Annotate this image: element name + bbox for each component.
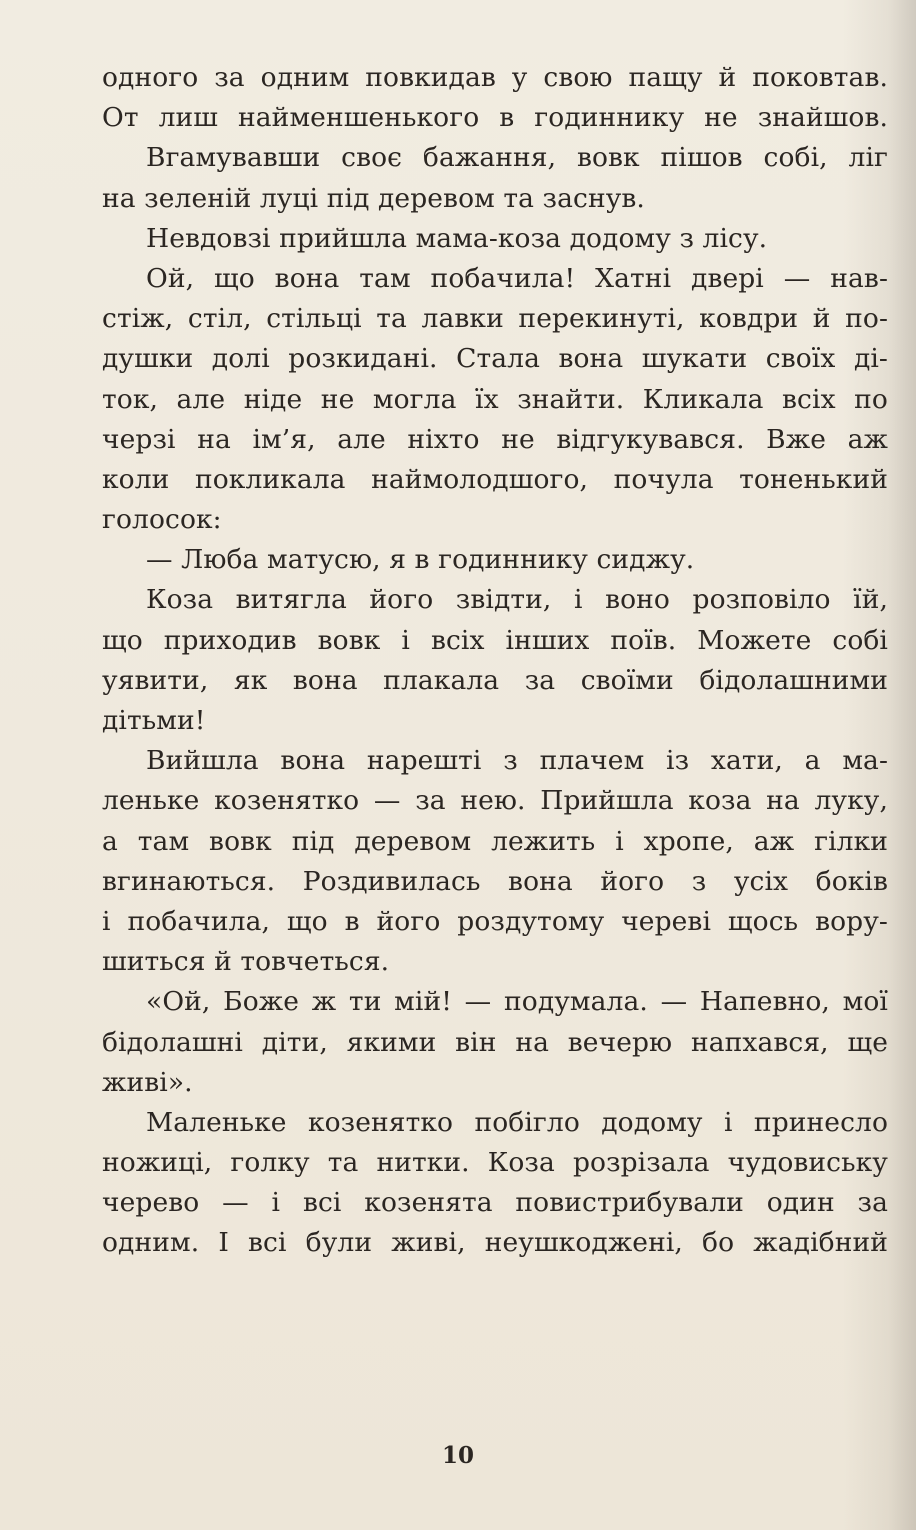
text-line: живі». [102,1066,193,1098]
text-line: одного за одним повкидав у свою пащу й поковтав. [102,62,888,93]
text-line: Невдовзі прийшла мама-коза додому з лісу. [146,222,768,254]
text-line: — Люба матусю, я в годиннику сиджу. [146,544,695,576]
text-line: стіж, стіл, стільці та лавки перекинуті, ковдри й по- [102,303,888,335]
text-line: ножиці, голку та нитки. Коза розрізала чудовиську [102,1147,888,1179]
text-line: черзі на ім’я, але ніхто не відгукувався. Вже аж [102,423,888,455]
text-line: Коза витягла його звідти, і воно розповіло їй, [146,584,888,616]
text-line: дітьми! [102,705,206,736]
text-line: ток, але ніде не могла їх знайти. Кликала всіх по [102,383,888,415]
text-line: «Ой, Боже ж ти мій! — подумала. — Напевно, мої [146,986,888,1018]
text-line: вгинаються. Роздивилась вона його з усіх боків [102,865,888,897]
text-line: леньке козенятко — за нею. Прийшла коза на луку, [102,785,888,817]
text-line: уявити, як вона плакала за своїми бідолашними [102,664,888,696]
text-line: бідолашні діти, якими він на вечерю напхався, ще [102,1026,888,1058]
text-line: і побачила, що в його роздутому череві щось вору- [102,905,888,937]
text-line: Маленьке козенятко побігло додому і принесло [146,1106,888,1138]
text-line: на зеленій луці під деревом та заснув. [102,182,645,214]
text-line: коли покликала наймолодшого, почула тоненький [102,463,888,495]
text-line: Вийшла вона нарешті з плачем із хати, а ма- [146,745,888,777]
text-line: Вгамувавши своє бажання, вовк пішов собі, ліг [146,142,888,174]
text-line: одним. І всі були живі, неушкоджені, бо жадібний [102,1227,888,1259]
text-line: черево — і всі козенята повистрибували один за [102,1187,888,1219]
text-line: а там вовк під деревом лежить і хропе, аж гілки [102,825,888,857]
text-line: що приходив вовк і всіх інших поїв. Можете собі [102,624,888,656]
body-text [102,58,888,1264]
text-line: От лиш найменшенького в годиннику не знайшов. [102,102,888,134]
page-number: 10 [441,1442,474,1469]
text-line: голосок: [102,504,222,536]
text-line: Ой, що вона там побачила! Хатні двері — нав- [146,262,888,294]
text-line: душки долі розкидані. Стала вона шукати своїх ді- [102,343,888,375]
text-line: шиться й товчеться. [102,946,390,978]
